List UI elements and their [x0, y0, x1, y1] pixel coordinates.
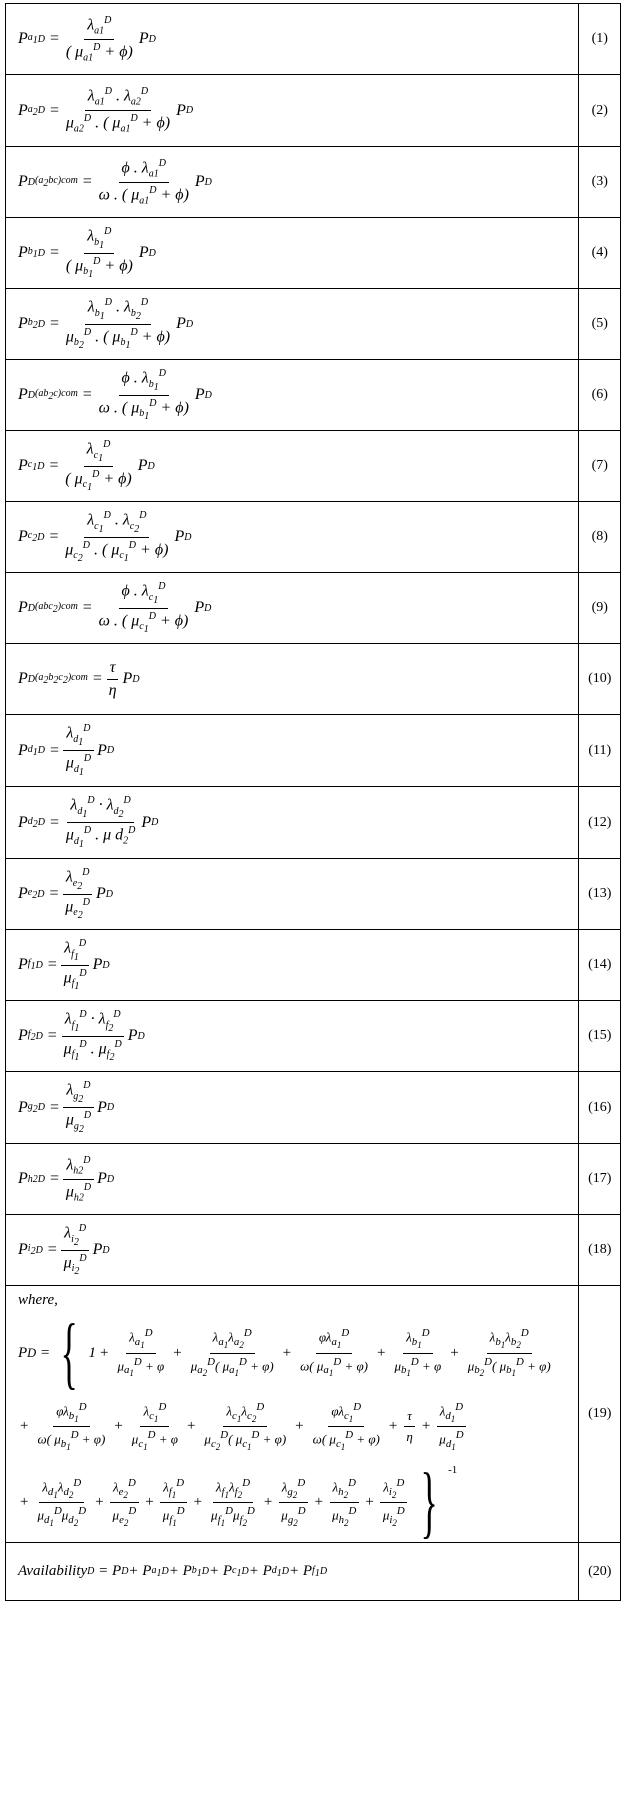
equation-7: P $c_1$ D = $\frac{\lambda_{c_1}^D}{( \mu_{c_1}^D + \phi)}$ P D — [18, 438, 155, 494]
equation-19: where, P D = { 1 + $\frac{\lambda_{a_1}^D}{\mu_{a_1}^D + \varphi}$ + $\frac{\lambda_{a_1}\lambda_{a_2}^D}{\mu_{a_2}^D( \mu_{a_1}^D + \varphi)}$ + $\frac{\varphi\lambda_{a_1}^D}{\omega( \mu_{a_1}^D + \varphi)}$ + $\frac{\lambda_{b_1}^D}{\mu_{b_1}^D + \varphi}$ + $\frac{\lambda_{b_1}\lambda_{b_2}^D}{\mu_{b_2}^D( \mu_{b_1}^D + \varphi)}$ + $\frac{\varphi\lambda_{b_1}^D}{\omega( \mu_{b_1}^D + \varphi)}$ + $\frac{\lambda_{c_1}^D}{\mu_{c_1}^D + \varphi}$ + $\frac{\lambda_{c_1}\lambda_{c_2}^D}{\mu_{c_2}^D( \mu_{c_1}^D + \varphi)}$ + $\frac{\varphi\lambda_{c_1}^D}{\omega( \mu_{c_1}^D + \varphi)}$ + $\frac{\tau}{\eta}$ + $\frac{\lambda_{d_1}^D}{\mu_{d_1}^D}$ + $\frac{\lambda_{d_1}\lambda_{d_2}^D}{\mu_{d_1}^D\mu_{d_2}^D}$ + $\frac{\lambda_{e_2}^D}{\mu_{e_2}^D}$ + $\frac{\lambda_{f_1}^D}{\mu_{f_1}^D}$ + $\frac{\lambda_{f_1}\lambda_{f_2}^D}{\mu_{f_1}^D\mu_{f_2}^D}$ + $\frac{\lambda_{g_2}^D}{\mu_{g_2}^D}$ + $\frac{\lambda_{h_2}^D}{\mu_{h_2}^D}$ + $\frac{\lambda_{i_2}^D}{\mu_{i_2}^D}$ } $^{-1}$ — [18, 1292, 578, 1542]
equation-5: P $b_2$ D = $\frac{\lambda_{b_1}^D . \lambda_{b_2}^D}{\mu_{b_2}^D . ( \mu_{b_1}^D + \phi)}$ P D — [18, 296, 194, 352]
equation-number: (3) — [579, 147, 621, 218]
equation-12: P $d_2$ D = $\frac{\lambda_{d_1}^D \cdot \lambda_{d_2}^D}{\mu_{d_1}^D . \mu d_2^D}$ P D — [18, 795, 159, 850]
equation-number: (17) — [579, 1144, 621, 1215]
equation-20: Availability D = P D + P $a_1$ D + P $b_1$ D + P $c_1$ D + P $d_1$ D + P $f_1$ D — [18, 1563, 328, 1580]
left-brace: { — [60, 1309, 78, 1397]
equation-row-9 — [6, 573, 621, 644]
equation-17: P h2 D = $\frac{\lambda_{h2}^D}{\mu_{h2}^D}$ P D — [18, 1154, 115, 1204]
equation-number: (2) — [579, 75, 621, 147]
equation-number: (6) — [579, 360, 621, 431]
equation-row-19 — [6, 1286, 621, 1543]
equation-number: (13) — [579, 859, 621, 930]
equation-row-10 — [6, 644, 621, 715]
availability-label: Availability — [18, 1563, 88, 1580]
equation-number: (4) — [579, 218, 621, 289]
equation-row-11 — [6, 715, 621, 787]
equation-row-8 — [6, 502, 621, 573]
equation-number: (5) — [579, 289, 621, 360]
equation-2: P $a_2$ D = $\frac{\lambda_{a1}^D . \lambda_{a2}^D}{\mu_{a2}^D . ( \mu_{a1}^D + \phi)}$ P D — [18, 86, 194, 135]
equation-number: (14) — [579, 930, 621, 1001]
equation-number: (16) — [579, 1072, 621, 1144]
equation-row-13 — [6, 859, 621, 930]
equation-number: (10) — [579, 644, 621, 715]
equation-10: P D $(a_2b_2c_2)com$ = $\frac{\tau}{\eta}$ P D — [18, 658, 140, 699]
equation-4: P $b_1$ D = $\frac{\lambda_{b_1}^D}{( \mu_{b_1}^D + \phi)}$ P D — [18, 225, 156, 281]
equation-row-3 — [6, 147, 621, 218]
equation-row-5 — [6, 289, 621, 360]
equation-row-14 — [6, 930, 621, 1001]
equation-number: (18) — [579, 1215, 621, 1286]
equation-number: (15) — [579, 1001, 621, 1072]
inverse-exponent: -1 — [448, 1464, 458, 1477]
equation-row-7 — [6, 431, 621, 502]
equation-8: P $c_2$ D = $\frac{\lambda_{c_1}^D . \lambda_{c_2}^D}{\mu_{c_2}^D . ( \mu_{c_1}^D + \phi)}$ P D — [18, 509, 192, 565]
equation-15: P $f_2$ D = $\frac{\lambda_{f_1}^D \cdot \lambda_{f_2}^D}{\mu_{f_1}^D . \mu_{f_2}^D}$ P D — [18, 1008, 145, 1064]
equation-row-2 — [6, 75, 621, 147]
equation-row-18 — [6, 1215, 621, 1286]
equation-14: P $f_1$ D = $\frac{\lambda_{f_1}^D}{\mu_{f_1}^D}$ P D — [18, 937, 110, 993]
equation-number: (9) — [579, 573, 621, 644]
equation-row-1 — [6, 4, 621, 75]
equations-table — [5, 3, 621, 1601]
equation-16: P $g_2$ D = $\frac{\lambda_{g_2}^D}{\mu_{g_2}^D}$ P D — [18, 1080, 115, 1135]
equation-row-6 — [6, 360, 621, 431]
equation-13: P $e_2$ D = $\frac{\lambda_{e_2}^D}{\mu_{e_2}^D}$ P D — [18, 866, 113, 922]
equation-row-16 — [6, 1072, 621, 1144]
equation-9: P D (abc$_2$)com = $\frac{\phi . \lambda_{c_1}^D}{\omega . ( \mu_{c_1}^D + \phi)}$ P D — [18, 580, 212, 636]
equation-number: (19) — [579, 1286, 621, 1543]
equation-row-20 — [6, 1543, 621, 1601]
right-brace: } — [420, 1458, 438, 1547]
equation-number: (12) — [579, 787, 621, 859]
equation-3: P D $(a_2bc)com$ = $\frac{\phi . \lambda_{a1}^D}{\omega . ( \mu_{a1}^D + \phi)}$ P D — [18, 157, 212, 207]
equation-row-15 — [6, 1001, 621, 1072]
equation-1: P $a_1$ D = $\frac{\lambda_{a1}^D}{( \mu_{a1}^D + \phi)}$ P D — [18, 14, 156, 64]
equation-18: P $i_2$ D = $\frac{\lambda_{i_2}^D}{\mu_{i_2}^D}$ P D — [18, 1222, 110, 1278]
equation-number: (8) — [579, 502, 621, 573]
equation-11: P $d_1$ D = $\frac{\lambda_{d_1}^D}{\mu_{d_1}^D}$ P D — [18, 723, 115, 778]
equation-6: P D $(ab_2c)com$ = $\frac{\phi . \lambda_{b_1}^D}{\omega . ( \mu_{b_1}^D + \phi)}$ P D — [18, 367, 212, 423]
equation-number: (11) — [579, 715, 621, 787]
equation-number: (20) — [579, 1543, 621, 1601]
equation-number: (7) — [579, 431, 621, 502]
equation-number: (1) — [579, 4, 621, 75]
equation-row-17 — [6, 1144, 621, 1215]
where-label: where, — [18, 1292, 58, 1308]
equation-row-12 — [6, 787, 621, 859]
equation-row-4 — [6, 218, 621, 289]
